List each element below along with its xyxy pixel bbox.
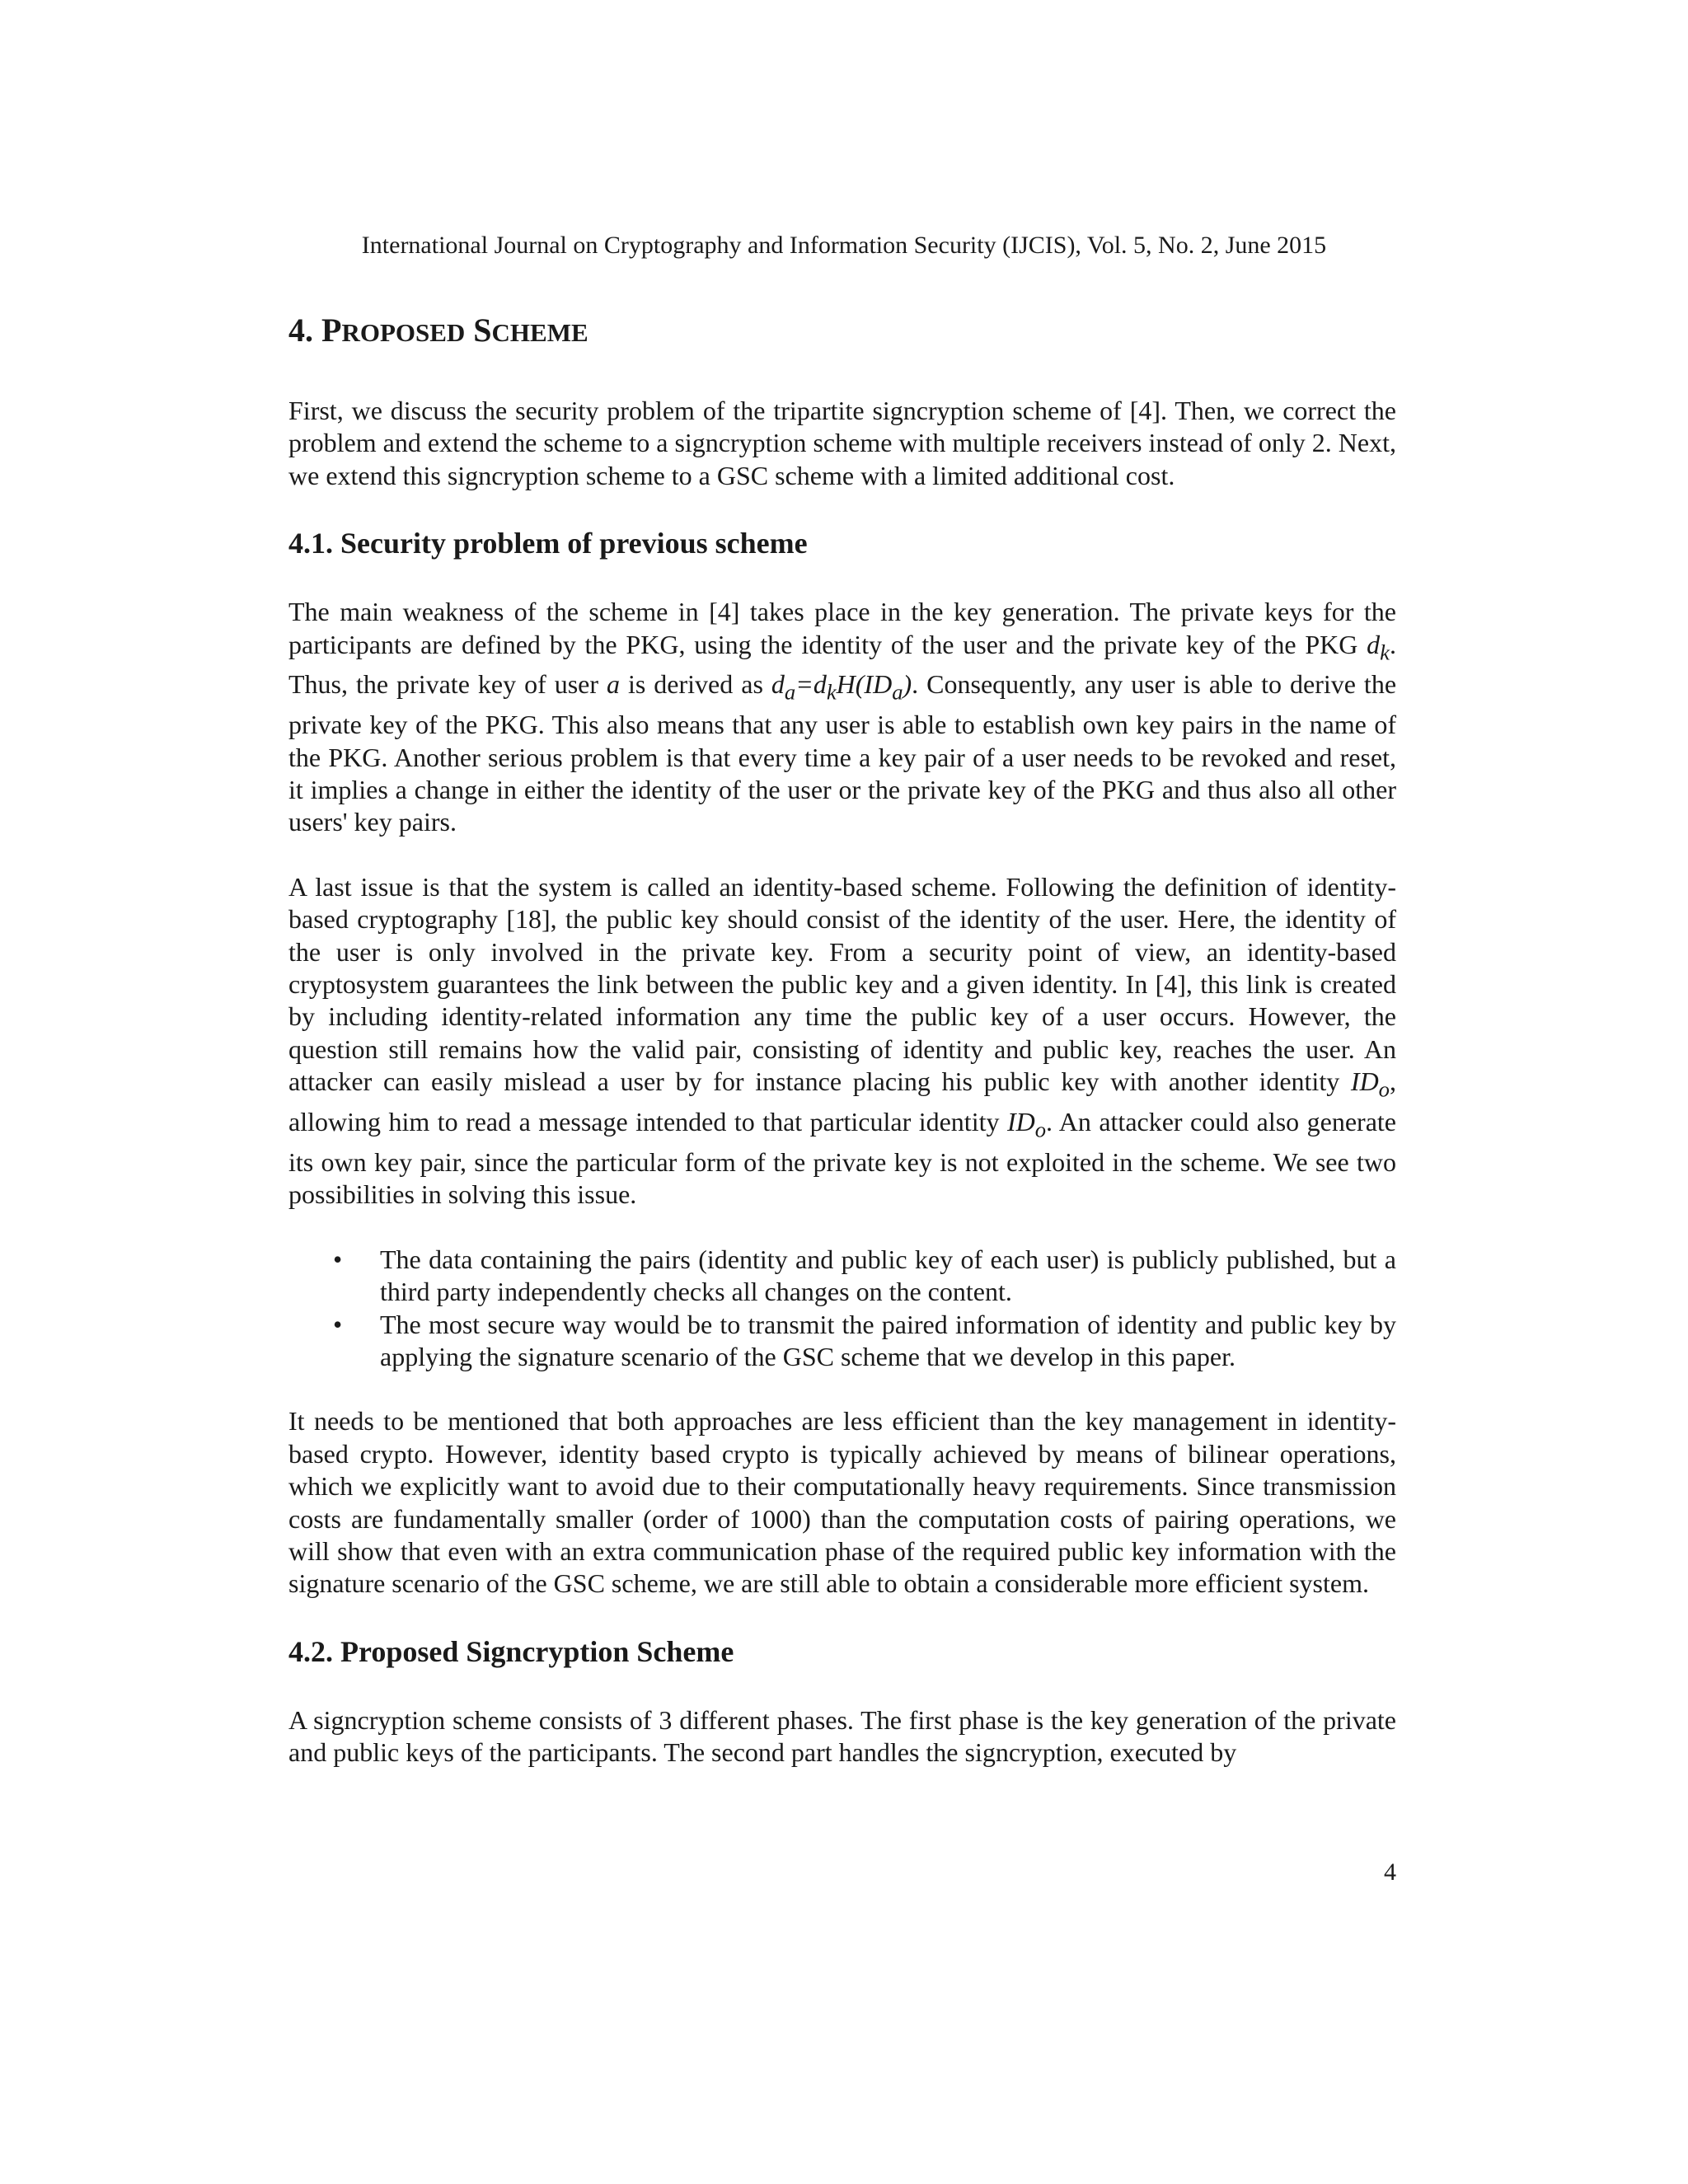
section-4-1-heading: 4.1. Security problem of previous scheme	[288, 527, 808, 560]
title-smallcaps: CHEME	[491, 318, 588, 347]
pkg-private-key-symbol: $d_k$	[1367, 629, 1390, 665]
title-initial: P	[321, 312, 342, 349]
list-item: • The most secure way would be to transmit the paired information of identity and public key by applying the signature scenario of the GSC scheme that we develop in this paper.	[333, 1309, 1396, 1371]
identity-symbol: $ID_o$	[1350, 1066, 1390, 1102]
running-header: International Journal on Cryptography and Information Security (IJCIS), Vol. 5, No. 2, June 2015	[361, 232, 1327, 259]
identity-based-issue-paragraph: A last issue is that the system is called an identity-based scheme. Following the definition of identity-based cryptography [18], the public key should consist of the identity of the user. Here, the identity of the user is only involved in the private key. From a security point of view, an identity-based cryptosystem guarantees the link between the public key and a given identity. In [4], this link is created by including identity-related information any time the public key of a user occurs. However, the question still remains how the valid pair, consisting of identity and public key, reaches the user. An attacker can easily mislead a user by for instance placing his public key with another identity $ID_o$, allowing him to read a message intended to that particular identity $ID_o$. An attacker could also generate its own key pair, since the particular form of the private key is not exploited in the scheme. We see two possibilities in solving this issue.	[288, 871, 1397, 1210]
section-4-2-heading: 4.2. Proposed Signcryption Scheme	[288, 1634, 734, 1668]
bullet-icon: •	[333, 1244, 343, 1274]
section-4-heading	[288, 310, 1396, 354]
page-body	[288, 310, 1396, 1769]
efficiency-paragraph: It needs to be mentioned that both approaches are less efficient than the key management in identity-based crypto. However, identity based crypto is typically achieved by means of bilinear operations, which we explicitly want to avoid due to their computationally heavy requirements. Since transmission costs are fundamentally smaller (order of 1000) than the computation costs of pairing operations, we will show that even with an extra communication phase of the required public key information with the signature scenario of the GSC scheme, we are still able to obtain a considerable more efficient system.	[288, 1406, 1396, 1599]
section-number: 4.	[288, 312, 313, 349]
page-number: 4	[1384, 1858, 1396, 1886]
list-item: • The data containing the pairs (identity and public key of each user) is publicly published, but a third party independently checks all changes on the content.	[333, 1244, 1396, 1307]
private-key-equation: $d_a=d_kH(ID_a)$	[771, 669, 912, 705]
identity-symbol: $ID_o$	[1006, 1107, 1047, 1142]
title-smallcaps: ROPOSED	[341, 318, 466, 347]
signcryption-phases-paragraph: A signcryption scheme consists of 3 different phases. The first phase is the key generation of the private and public keys of the participants. The second part handles the signcryption, executed by	[288, 1704, 1396, 1768]
bullet-icon: •	[333, 1309, 343, 1339]
user-variable: a	[607, 669, 620, 700]
key-generation-weakness-paragraph: The main weakness of the scheme in [4] takes place in the key generation. The private keys for the participants are defined by the PKG, using the identity of the user and the private key of the PKG $d_k$. Thus, the private key of user a is derived as $d_a=d_kH(ID_a)$. Consequently, any user is able to derive the private key of the PKG. This also means that any user is able to establish own key pairs in the name of the PKG. Another serious problem is that every time a key pair of a user needs to be revoked and reset, it implies a change in either the identity of the user or the private key of the PKG and thus also all other users' key pairs.	[288, 597, 1397, 837]
title-initial: S	[473, 312, 492, 349]
section-4-intro-paragraph: First, we discuss the security problem of the tripartite signcryption scheme of [4]. Then, we correct the problem and extend the scheme to a signcryption scheme with multiple receivers instead of only 2. Next, we extend this signcryption scheme to a GSC scheme with a limited additional cost.	[288, 396, 1396, 490]
solution-bullet-list	[288, 1244, 1396, 1374]
